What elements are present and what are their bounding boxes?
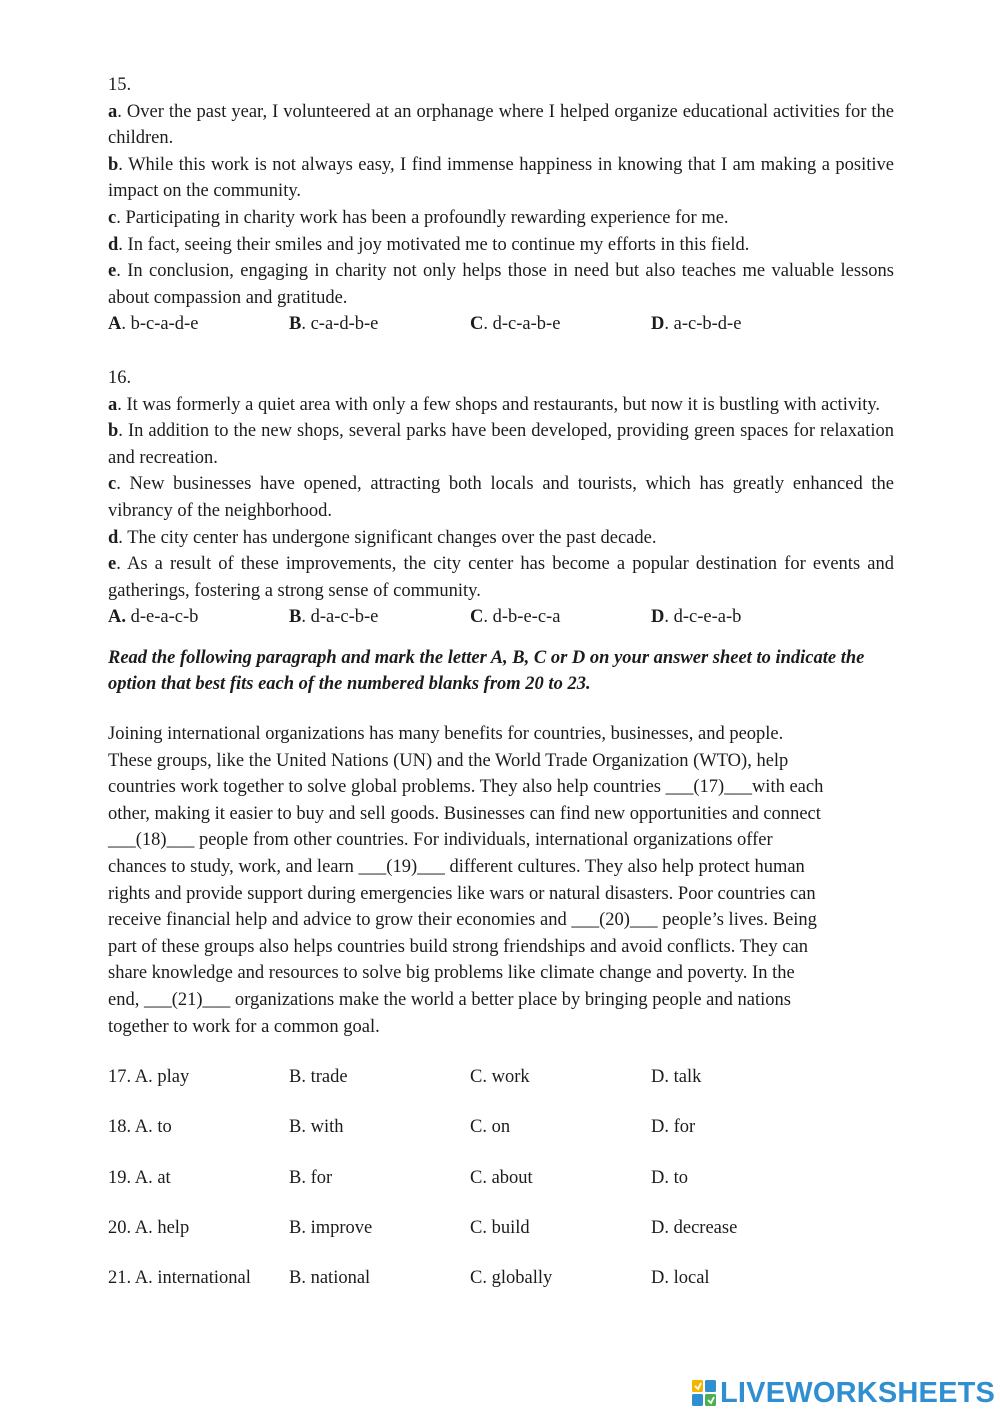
choice-row-17 (108, 1064, 894, 1114)
liveworksheets-logo-icon (691, 1378, 717, 1408)
choice-row-18 (108, 1114, 894, 1164)
choice-option[interactable]: D. decrease (651, 1218, 738, 1239)
choice-option[interactable]: C. globally (470, 1268, 553, 1289)
option-a[interactable]: A. b-c-a-d-e (108, 314, 199, 335)
logo-text: LIVEWORKSHEETS (720, 1377, 996, 1409)
question-number: 16. (108, 367, 132, 388)
passage-line: together to work for a common goal. (108, 1016, 380, 1037)
choice-option[interactable]: 21. A. international (108, 1268, 251, 1289)
passage-line: Joining international organizations has many benefits for countries, businesses, and people. (108, 724, 784, 745)
passage-line: other, making it easier to buy and sell goods. Businesses can find new opportunities and connect (108, 803, 821, 824)
choice-option[interactable]: C. on (470, 1117, 511, 1138)
choice-row-20 (108, 1215, 894, 1265)
passage-line: receive financial help and advice to grow their economies and ___(20)___ people’s lives. Being (108, 910, 817, 931)
sentence-a: a. It was formerly a quiet area with only a few shops and restaurants, but now it is bustling with activity. (108, 394, 881, 415)
choice-option[interactable]: B. trade (289, 1067, 348, 1088)
choice-option[interactable]: C. build (470, 1218, 530, 1239)
cloze-passage (108, 721, 894, 1040)
cloze-instruction: Read the following paragraph and mark the letter A, B, C or D on your answer sheet to indicate the option that best fits each of the numbered blanks from 20 to 23. (108, 647, 865, 695)
choice-option[interactable]: D. for (651, 1117, 696, 1138)
option-d[interactable]: D. a-c-b-d-e (651, 314, 742, 335)
passage-line: share knowledge and resources to solve big problems like climate change and poverty. In the (108, 963, 795, 984)
choice-option[interactable]: B. improve (289, 1218, 373, 1239)
answer-options (108, 604, 894, 631)
choice-option[interactable]: D. talk (651, 1067, 702, 1088)
worksheet-page (108, 72, 894, 1316)
blank-choices (108, 1064, 894, 1315)
question-15 (108, 72, 894, 338)
option-c[interactable]: C. d-c-a-b-e (470, 314, 561, 335)
sentence-a: a. Over the past year, I volunteered at an orphanage where I helped organize educational activities for the children. (108, 101, 894, 149)
liveworksheets-logo[interactable] (691, 1376, 995, 1410)
choice-option[interactable]: B. for (289, 1167, 333, 1188)
option-d[interactable]: D. d-c-e-a-b (651, 607, 742, 628)
choice-row-21 (108, 1265, 894, 1315)
choice-option[interactable]: B. with (289, 1117, 344, 1138)
passage-line: These groups, like the United Nations (UN) and the World Trade Organization (WTO), help (108, 750, 789, 771)
passage-line: ___(18)___ people from other countries. For individuals, international organizations offer (108, 830, 773, 851)
sentence-b: b. In addition to the new shops, several parks have been developed, providing green spaces for relaxation and recreation. (108, 421, 894, 468)
sentence-d: d. In fact, seeing their smiles and joy motivated me to continue my efforts in this field. (108, 234, 750, 255)
choice-option[interactable]: C. about (470, 1167, 533, 1188)
option-c[interactable]: C. d-b-e-c-a (470, 607, 561, 628)
sentence-d: d. The city center has undergone significant changes over the past decade. (108, 527, 657, 548)
choice-row-19 (108, 1165, 894, 1215)
sentence-b: b. While this work is not always easy, I find immense happiness in knowing that I am making a positive impact on the community. (108, 154, 894, 202)
passage-line: part of these groups also helps countries build strong friendships and avoid conflicts. They can (108, 936, 808, 957)
choice-option[interactable]: D. local (651, 1268, 710, 1289)
option-a[interactable]: A. d-e-a-c-b (108, 607, 199, 628)
sentence-c: c. New businesses have opened, attracting both locals and tourists, which has greatly enhanced the vibrancy of the neighborhood. (108, 474, 894, 521)
passage-line: countries work together to solve global problems. They also help countries ___(17)___with each (108, 777, 824, 798)
choice-option[interactable]: B. national (289, 1268, 371, 1289)
sentence-c: c. Participating in charity work has been a profoundly rewarding experience for me. (108, 207, 729, 228)
answer-options (108, 311, 894, 338)
passage-line: chances to study, work, and learn ___(19)___ different cultures. They also help protect human (108, 857, 805, 878)
choice-option[interactable]: 19. A. at (108, 1167, 171, 1188)
option-b[interactable]: B. c-a-d-b-e (289, 314, 379, 335)
passage-line: rights and provide support during emergencies like wars or natural disasters. Poor countries can (108, 883, 816, 904)
choice-option[interactable]: D. to (651, 1167, 688, 1188)
choice-option[interactable]: C. work (470, 1067, 530, 1088)
question-16 (108, 365, 894, 631)
sentence-e: e. As a result of these improvements, the city center has become a popular destination for events and gatherings, fostering a strong sense of community. (108, 554, 894, 601)
choice-option[interactable]: 18. A. to (108, 1117, 172, 1138)
passage-line: end, ___(21)___ organizations make the world a better place by bringing people and nations (108, 990, 791, 1010)
choice-option[interactable]: 17. A. play (108, 1067, 190, 1088)
sentence-e: e. In conclusion, engaging in charity not only helps those in need but also teaches me valuable lessons about compassion and gratitude. (108, 261, 894, 308)
choice-option[interactable]: 20. A. help (108, 1218, 190, 1239)
option-b[interactable]: B. d-a-c-b-e (289, 607, 379, 628)
question-number: 15. (108, 75, 132, 95)
